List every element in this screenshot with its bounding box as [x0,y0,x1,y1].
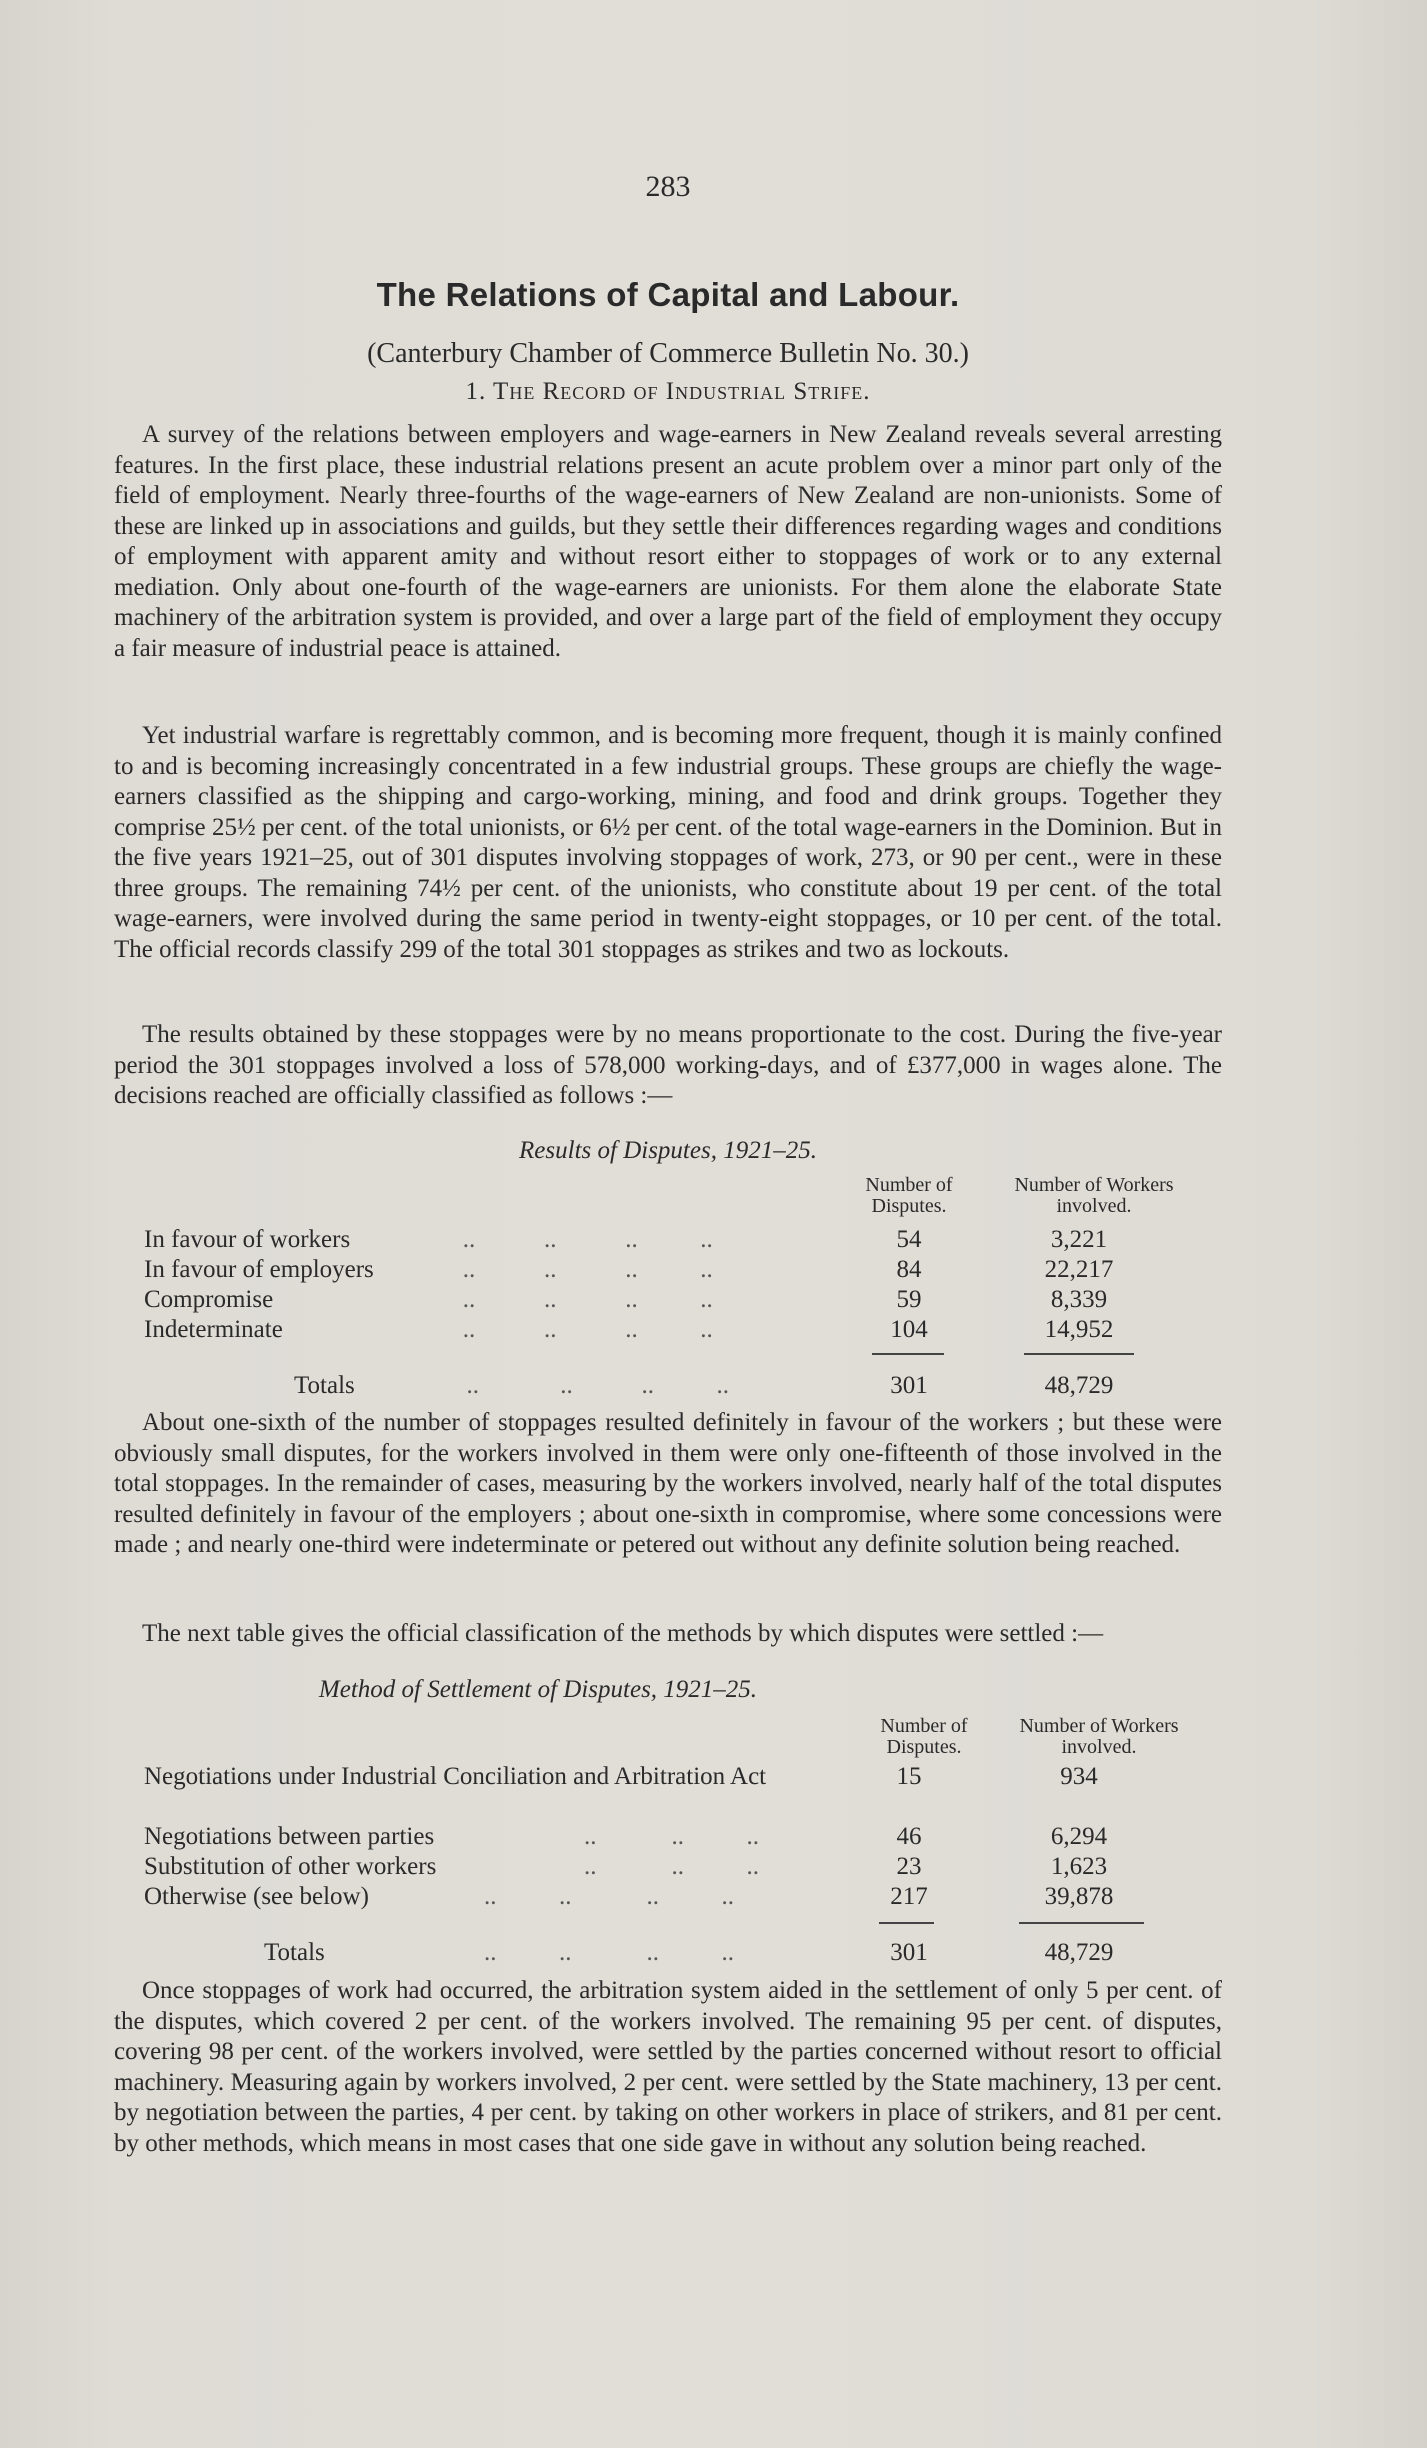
paragraph-3: The results obtained by these stoppages were by no means proportionate to the cost. During the five-year period the 301 stoppages involved a loss of 578,000 working-days, and of £377,000 in wages alone. The decisions reached are officially classified as follows :— [114,1021,1222,1109]
table2-header-disputes: Number of Disputes. [880,1715,968,1758]
table-row [144,1822,1224,1852]
disputes-value: 23 [896,1853,922,1880]
leader-dots: .. .. .. .. [484,1883,734,1910]
disputes-value: 15 [896,1763,922,1790]
table2-header-workers: Number of Workers involved. [1019,1715,1179,1758]
row-label: Indeterminate [144,1316,283,1343]
totals-rule-disputes [872,1353,944,1355]
totals-label: Totals [294,1372,355,1399]
row-label: In favour of employers [144,1256,374,1283]
leader-dots: .. .. .. .. [454,1372,729,1399]
paragraph-4: About one-sixth of the number of stoppages resulted definitely in favour of the workers ; but these were obviously small disputes, for the workers involved in them were only one-fifteenth of those involved in the total stoppages. In the remainder of cases, measuring by the workers involved, nearly half of the total disputes resulted definitely in favour of the employers ; about one-sixth in compromise, where some concessions were made ; and nearly one-third were indeterminate or petered out without any definite solution being reached. [114,1409,1222,1558]
disputes-value: 59 [896,1286,922,1313]
workers-value: 8,339 [1050,1286,1108,1313]
totals-label: Totals [264,1939,325,1966]
totals-workers: 48,729 [1044,1939,1114,1966]
disputes-value: 84 [896,1256,922,1283]
table1-header-disputes: Number of Disputes. [865,1174,953,1217]
page-number: 283 [645,170,691,203]
article-subtitle: (Canterbury Chamber of Commerce Bulletin No. 30.) [367,338,969,369]
table1-caption: Results of Disputes, 1921–25. [519,1137,817,1164]
article-title: The Relations of Capital and Labour. [376,276,960,313]
leader-dots: .. .. .. .. [444,1226,713,1253]
row-label: Substitution of other workers [144,1853,437,1880]
row-label: Compromise [144,1286,274,1313]
table-row [144,1315,1224,1345]
paragraph-5: The next table gives the official classification of the methods by which disputes were settled :— [142,1620,1104,1647]
table-row [144,1882,1224,1912]
totals-row [144,1371,1224,1401]
section-heading: 1. The Record of Industrial Strife. [465,378,871,405]
leader-dots: .. .. .. .. [444,1256,713,1283]
workers-value: 14,952 [1044,1316,1114,1343]
table1-header-workers: Number of Workers involved. [1014,1174,1174,1217]
leader-dots: .. .. .. .. [484,1939,734,1966]
table-row [144,1762,1224,1822]
totals-disputes: 301 [890,1372,928,1399]
row-label: In favour of workers [144,1226,351,1253]
disputes-value: 217 [890,1883,928,1910]
paragraph-6: Once stoppages of work had occurred, the arbitration system aided in the settlement of only 5 per cent. of the disputes, which covered 2 per cent. of the workers involved. The remaining 95 per cent. of disputes, covering 98 per cent. of the workers involved, were settled by the parties concerned without resort to official machinery. Measuring again by workers involved, 2 per cent. were settled by the State machinery, 13 per cent. by negotiation between the parties, 4 per cent. by taking on other workers in place of strikers, and 81 per cent. by other methods, which means in most cases that one side gave in without any solution being reached. [114,1977,1222,2157]
disputes-value: 46 [896,1823,922,1850]
table-row [144,1255,1224,1285]
paragraph-1: A survey of the relations between employers and wage-earners in New Zealand reveals several arresting features. In the first place, these industrial relations present an acute problem over a minor part only of the field of employment. Nearly three-fourths of the wage-earners of New Zealand are non-unionists. Some of these are linked up in associations and guilds, but they settle their differences regarding wages and conditions of employment with apparent amity and without resort either to stoppages of work or to any external mediation. Only about one-fourth of the wage-earners are unionists. For them alone the elaborate State machinery of the arbitration system is provided, and over a large part of the field of employment they occupy a fair measure of industrial peace is attained. [114,421,1222,662]
totals-rule-workers [1024,1353,1134,1355]
workers-value: 6,294 [1050,1823,1108,1850]
totals-workers: 48,729 [1044,1372,1114,1399]
table-row [144,1852,1224,1882]
workers-value: 1,623 [1050,1853,1108,1880]
table2-caption: Method of Settlement of Disputes, 1921–25. [318,1676,758,1703]
leader-dots: .. .. .. [584,1823,759,1850]
paragraph-2: Yet industrial warfare is regrettably common, and is becoming more frequent, though it is mainly confined to and is becoming increasingly concentrated in a few industrial groups. These groups are chiefly the wage-earners classified as the shipping and cargo-working, mining, and food and drink groups. Together they comprise 25½ per cent. of the total unionists, or 6½ per cent. of the total wage-earners in the Dominion. But in the five years 1921–25, out of 301 disputes involving stoppages of work, 273, or 90 per cent., were in these three groups. The remaining 74½ per cent. of the unionists, who constitute about 19 per cent. of the total wage-earners, were involved during the same period in twenty-eight stoppages, or 10 per cent. of the total. The official records classify 299 of the total 301 stoppages as strikes and two as lockouts. [114,722,1222,963]
table-row [144,1225,1224,1255]
workers-value: 934 [1060,1763,1098,1790]
row-label-text: Negotiations under Industrial Conciliation and Arbitration Act [144,1763,767,1790]
totals-rule-disputes [879,1922,934,1924]
workers-value: 3,221 [1050,1226,1108,1253]
row-label: Otherwise (see below) [144,1883,369,1910]
workers-value: 22,217 [1044,1256,1114,1283]
workers-value: 39,878 [1044,1883,1114,1910]
totals-row [144,1938,1224,1968]
row-label [144,1762,864,1792]
leader-dots: .. .. .. .. [444,1316,713,1343]
totals-rule-workers [1019,1922,1144,1924]
leader-dots: .. .. .. .. [444,1286,713,1313]
table-row [144,1285,1224,1315]
leader-dots: .. .. .. [584,1853,759,1880]
totals-disputes: 301 [890,1939,928,1966]
disputes-value: 104 [890,1316,928,1343]
row-label: Negotiations between parties [144,1823,435,1850]
disputes-value: 54 [896,1226,922,1253]
